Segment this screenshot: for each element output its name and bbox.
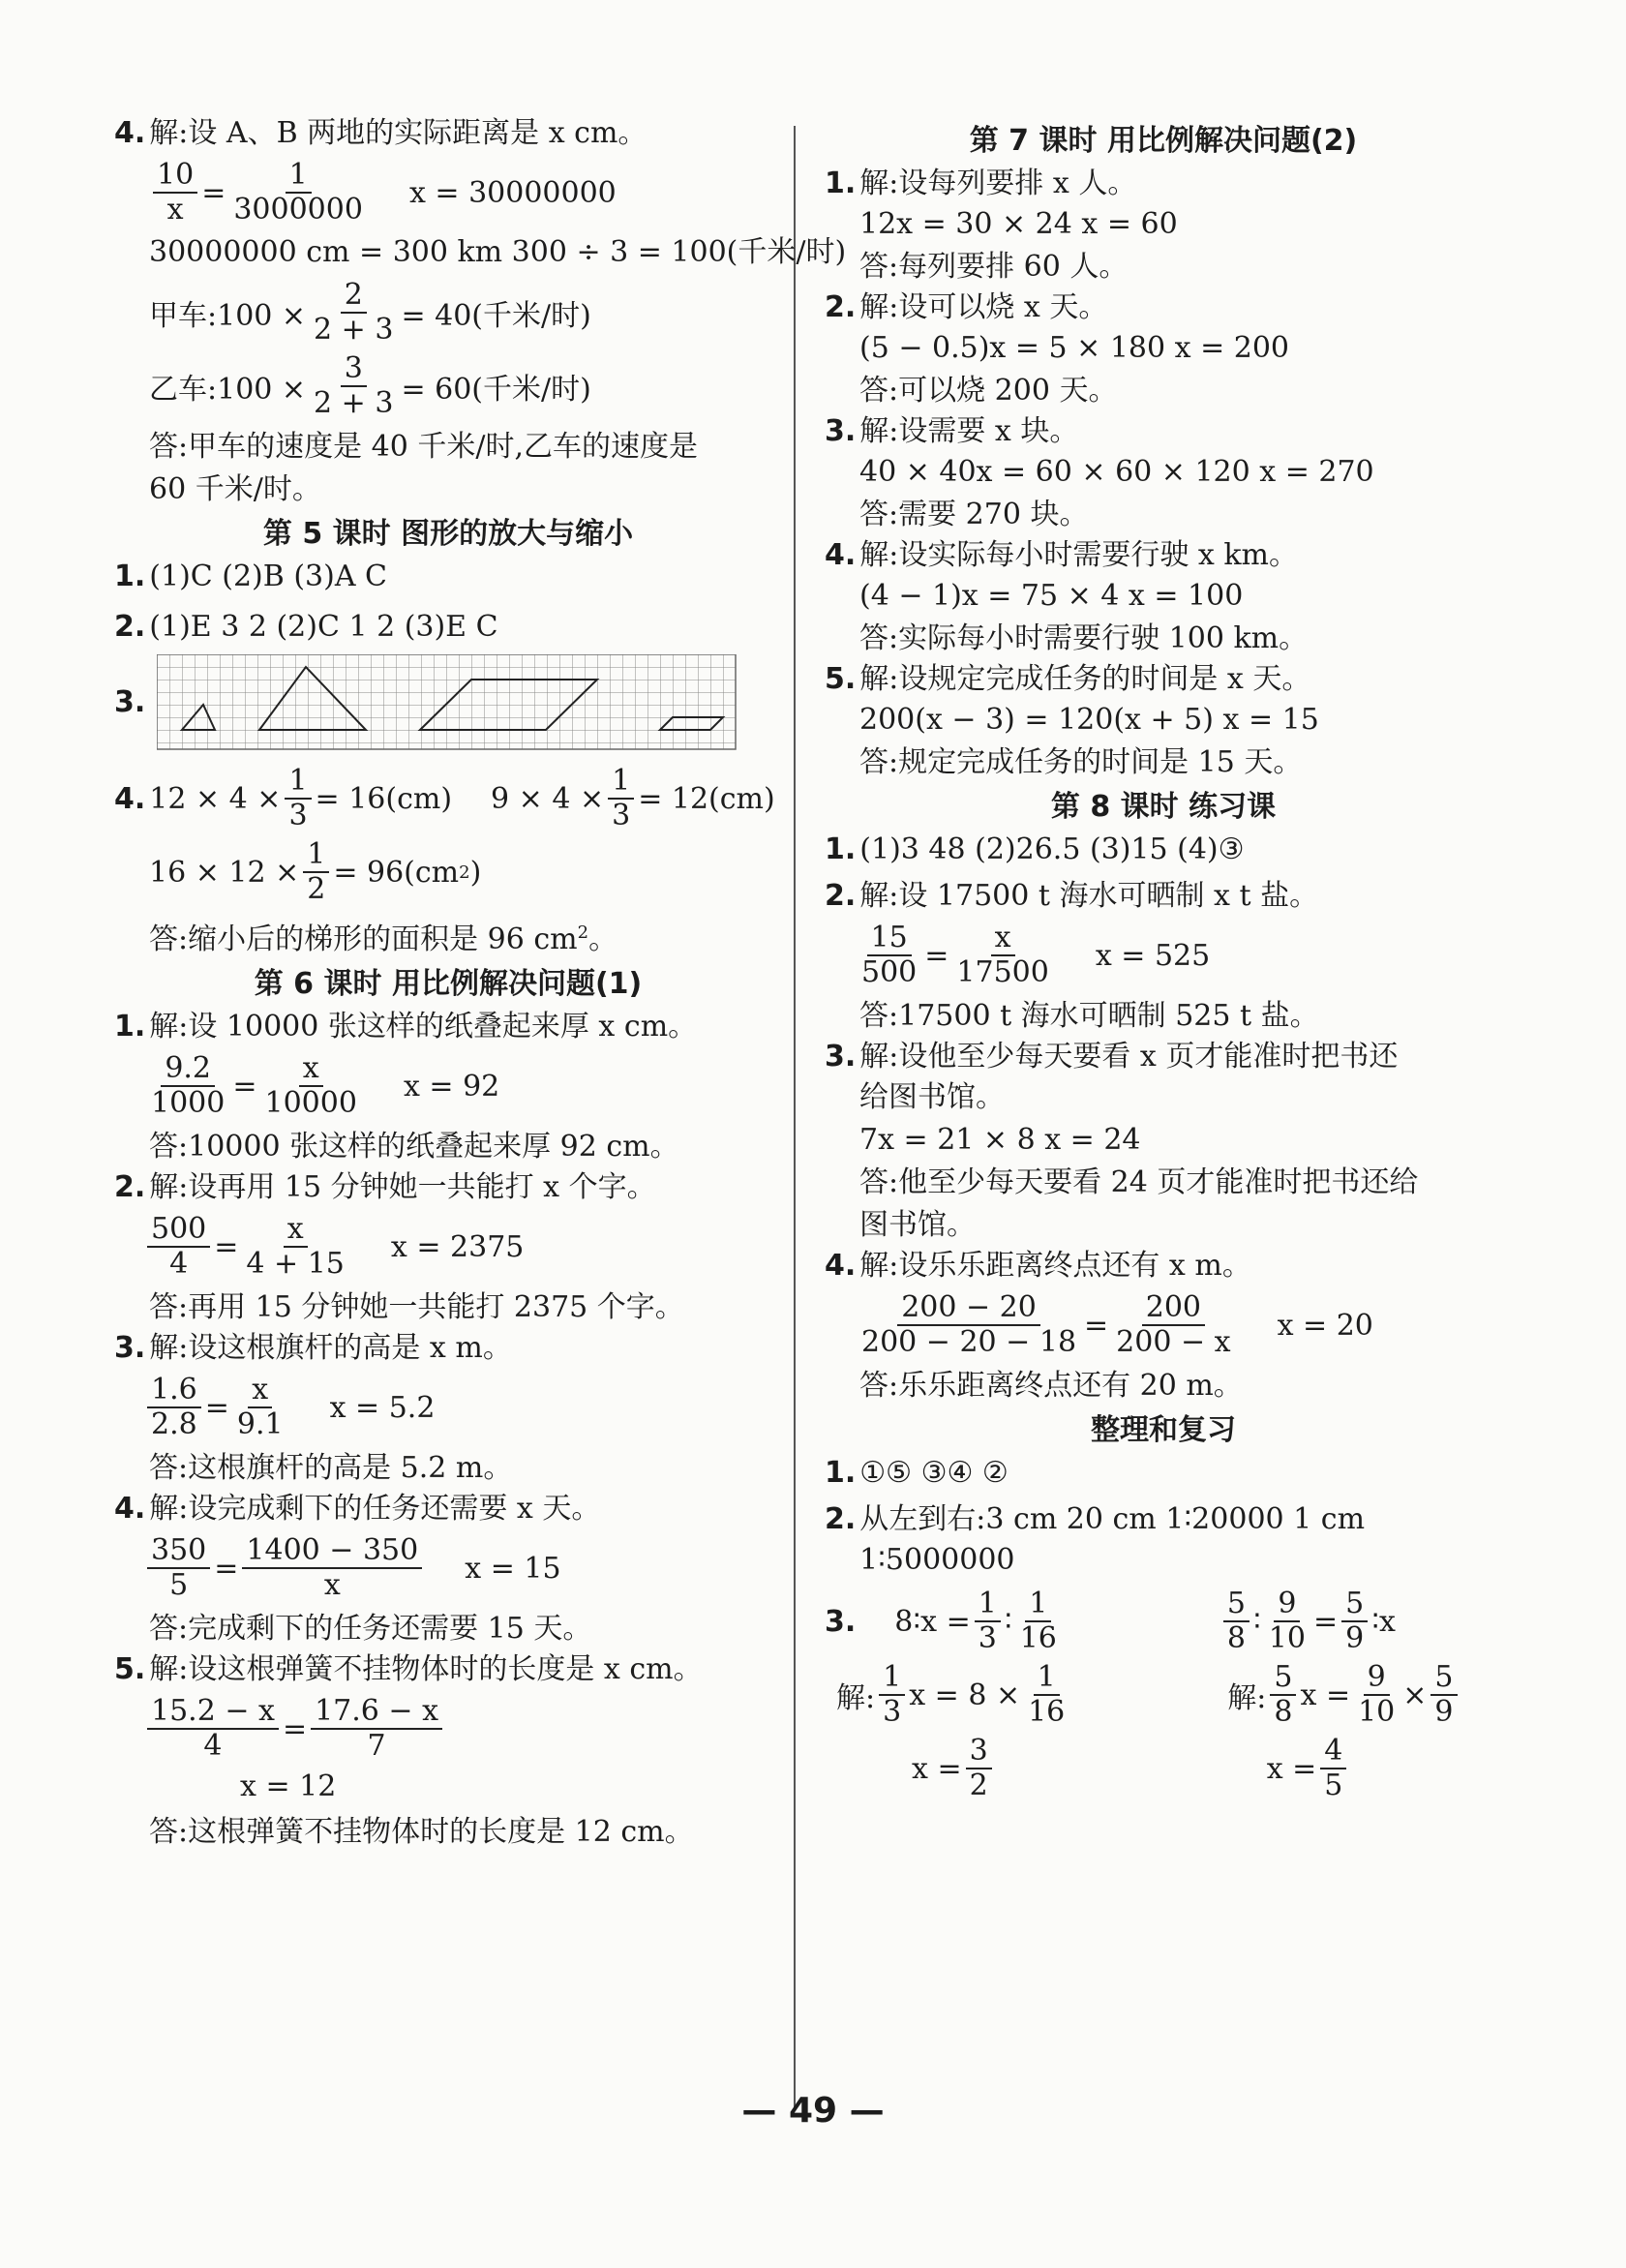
s5-q1: 1. (1)C (2)B (3)A C [114, 559, 387, 593]
s7-q5-equation: 200(x − 3) = 120(x + 5) x = 15 [859, 703, 1319, 737]
s6-q5-result: x = 12 [240, 1769, 337, 1803]
page-number: — 49 — [741, 2091, 885, 2131]
question-4-answer-1: 答:甲车的速度是 40 千米/时,乙车的速度是 [149, 430, 698, 464]
s7-q1-statement: 1. 解:设每列要排 x 人。 [825, 166, 1137, 200]
s5-q3: 3. [114, 654, 782, 751]
question-4-line2: 30000000 cm = 300 km 300 ÷ 3 = 100(千米/时) [149, 235, 847, 269]
s7-q4-statement: 4. 解:设实际每小时需要行驶 x km。 [825, 538, 1299, 572]
s8-q2-equation: $\frac{15}{500}$ = $\frac{x}{17500}$ x = 525 [861, 921, 1211, 989]
s6-q4-answer: 答:完成剩下的任务还需要 15 天。 [149, 1612, 592, 1646]
right-column [825, 114, 1502, 1808]
section-heading-review: 整理和复习 [1091, 1413, 1236, 1447]
s7-q3-statement: 3. 解:设需要 x 块。 [825, 414, 1079, 448]
s6-q4-statement: 4. 解:设完成剩下的任务还需要 x 天。 [114, 1492, 601, 1526]
s8-q3-answer-2: 图书馆。 [859, 1208, 976, 1242]
left-column [114, 114, 847, 1854]
question-4-answer-2: 60 千米/时。 [149, 472, 321, 506]
s6-q5-equation: $\frac{15.2 - x}{4}$ = $\frac{17.6 - x}{7}$ [114, 1695, 782, 1763]
section-heading-5: 第 5 课时 图形的放大与缩小 [262, 517, 634, 551]
s8-q4-statement: 4. 解:设乐乐距离终点还有 x m。 [825, 1249, 1251, 1283]
s6-q5-statement: 5. 解:设这根弹簧不挂物体时的长度是 x cm。 [114, 1652, 703, 1686]
s8-q2-statement: 2. 解:设 17500 t 海水可晒制 x t 盐。 [825, 879, 1319, 913]
review-q2: 2. 从左到右:3 cm 20 cm 1∶20000 1 cm [825, 1502, 1366, 1536]
s5-q2: 2. (1)E 3 2 (2)C 1 2 (3)E C [114, 610, 498, 644]
question-4-line3: 甲车:100 × $\frac{2}{2 + 3}$ = 40(千米/时) [149, 278, 591, 347]
s6-q2-equation: $\frac{500}{4}$ = $\frac{x}{4 + 15}$ x = 2375 [114, 1213, 782, 1281]
s7-q3-answer: 答:需要 270 块。 [859, 498, 1089, 531]
s5-q4-line2: 16 × 12 × $\frac{1}{2}$ = 96(cm 2 ) [149, 837, 482, 906]
column-divider [794, 126, 796, 2110]
s8-q3-answer-1: 答:他至少每天要看 24 页才能准时把书还给 [859, 1165, 1419, 1199]
review-q2-line2: 1∶5000000 [859, 1543, 1015, 1577]
review-q3-results: x = $\frac{3}{2}$ x = $\frac{4}{5}$ [825, 1735, 1502, 1802]
s8-q1: 1. (1)3 48 (2)26.5 (3)15 (4)③ [825, 832, 1245, 866]
review-q3-solutions: 解: $\frac{1}{3}$ x = 8 × $\frac{1}{16}$ 解: $\frac{5}{8}$ x = $\frac{9}{10}$ × $\frac{5}{9}$ [825, 1661, 1502, 1729]
s8-q3-statement-2: 给图书馆。 [859, 1080, 1005, 1114]
s6-q1-equation: $\frac{9.2}{1000}$ = $\frac{x}{10000}$ x = 92 [151, 1051, 500, 1120]
s8-q4-answer: 答:乐乐距离终点还有 20 m。 [859, 1369, 1243, 1403]
question-4-equation: $\frac{10}{x}$ = $\frac{1}{3000000}$ x = 30000000 [114, 159, 782, 227]
s6-q4-equation: $\frac{350}{5}$ = $\frac{1400 - 350}{x}$ x = 15 [114, 1534, 782, 1602]
s7-q1-equation: 12x = 30 × 24 x = 60 [859, 207, 1178, 241]
s8-q4-equation: $\frac{200 - 20}{200 - 20 - 18}$ = $\frac{200}{200 - x}$ x = 20 [861, 1290, 1373, 1359]
review-q3-problems: 3. 8∶x = $\frac{1}{3}$ ∶ $\frac{1}{16}$ $\frac{5}{8}$ ∶ $\frac{9}{10}$ = $\frac{5}{9}$ ∶x [825, 1587, 1396, 1655]
s6-q2-answer: 答:再用 15 分钟她一共能打 2375 个字。 [149, 1290, 684, 1324]
shapes-grid-figure [157, 654, 738, 751]
s7-q5-answer: 答:规定完成任务的时间是 15 天。 [859, 745, 1303, 779]
review-q1: 1. ①⑤ ③④ ② [825, 1456, 1009, 1490]
s8-q2-answer: 答:17500 t 海水可晒制 525 t 盐。 [859, 999, 1319, 1033]
s7-q4-answer: 答:实际每小时需要行驶 100 km。 [859, 621, 1309, 655]
s6-q3-statement: 3. 解:设这根旗杆的高是 x m。 [114, 1331, 512, 1365]
section-heading-7: 第 7 课时 用比例解决问题(2) [969, 124, 1358, 158]
s8-q3-equation: 7x = 21 × 8 x = 24 [859, 1123, 1141, 1157]
s5-q4-line1: 4. 12 × 4 × $\frac{1}{3}$ = 16(cm) 9 × 4 × $\frac{1}{3}$ = 12(cm) [114, 764, 775, 832]
s6-q3-answer: 答:这根旗杆的高是 5.2 m。 [149, 1451, 513, 1485]
question-4-statement: 4. 解:设 A、B 两地的实际距离是 x cm。 [114, 116, 647, 150]
s6-q5-answer: 答:这根弹簧不挂物体时的长度是 12 cm。 [149, 1815, 694, 1849]
s6-q2-statement: 2. 解:设再用 15 分钟她一共能打 x 个字。 [114, 1170, 656, 1204]
s8-q3-statement: 3. 解:设他至少每天要看 x 页才能准时把书还 [825, 1040, 1399, 1074]
section-heading-6: 第 6 课时 用比例解决问题(1) [254, 967, 643, 1001]
s7-q2-statement: 2. 解:设可以烧 x 天。 [825, 290, 1108, 324]
s7-q2-answer: 答:可以烧 200 天。 [859, 374, 1118, 408]
s7-q4-equation: (4 − 1)x = 75 × 4 x = 100 [859, 579, 1244, 613]
section-heading-8: 第 8 课时 练习课 [1050, 790, 1277, 824]
s7-q5-statement: 5. 解:设规定完成任务的时间是 x 天。 [825, 662, 1311, 696]
s7-q2-equation: (5 − 0.5)x = 5 × 180 x = 200 [859, 331, 1290, 365]
s6-q1-answer: 答:10000 张这样的纸叠起来厚 92 cm。 [149, 1130, 679, 1164]
s6-q3-equation: $\frac{1.6}{2.8}$ = $\frac{x}{9.1}$ x = 5.2 [114, 1374, 782, 1441]
s6-q1-statement: 1. 解:设 10000 张这样的纸叠起来厚 x cm。 [114, 1010, 698, 1043]
question-4-line4: 乙车:100 × $\frac{3}{2 + 3}$ = 60(千米/时) [149, 351, 591, 420]
s7-q1-answer: 答:每列要排 60 人。 [859, 250, 1129, 284]
s5-q4-answer: 答:缩小后的梯形的面积是 96 $cm^2$。 [149, 922, 618, 956]
s7-q3-equation: 40 × 40x = 60 × 60 × 120 x = 270 [859, 455, 1374, 489]
